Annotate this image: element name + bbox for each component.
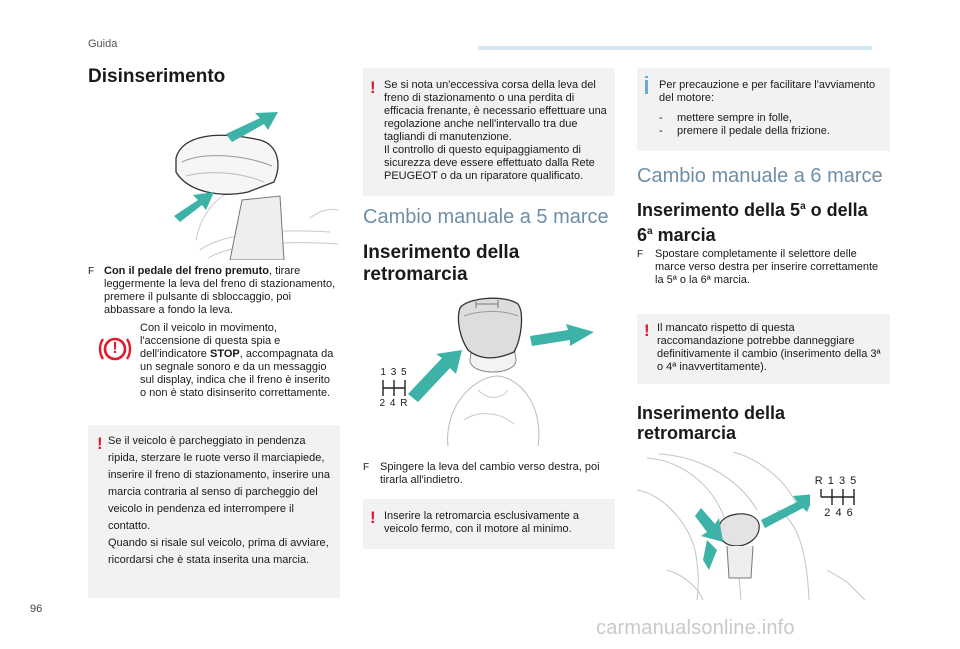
section-title-6-speed: Cambio manuale a 6 marce xyxy=(637,165,883,187)
step-reverse-5: Spingere la leva del cambio verso destra, poi tirarla all'indietro. xyxy=(380,461,600,486)
note-box-reverse: ! Inserire la retromarcia esclusivamente a veicolo fermo, con il motore al minimo. xyxy=(363,499,615,549)
gear-pattern-6-icon: R 1 3 5 2 4 6 xyxy=(810,473,862,523)
section-title-disinserimento: Disinserimento xyxy=(88,66,226,87)
step-5th-6th: Spostare completamente il selettore delle marce verso destra per inserire correttamente la 5ª o la 6ª marcia. xyxy=(655,248,879,286)
step-marker-6: F xyxy=(637,249,644,260)
subtitle-5th-6th: Inserimento della 5$^a$ o della 6$^a$ marcia xyxy=(637,200,868,245)
info-item-clutch: premere il pedale della frizione. xyxy=(677,125,830,137)
brake-warning-light-icon: ! xyxy=(98,332,132,366)
subtitle-reverse-6: Inserimento della retromarcia xyxy=(637,403,786,443)
subtitle-reverse-5: Inserimento della retromarcia xyxy=(363,242,520,285)
warning-box-adjustment: ! Se si nota un'eccessiva corsa della leva del freno di stazionamento o una perdita di efficacia frenante, è necessario effettuare una regolazione anche nell'intervallo tra due tagliandi di manutenzione. Il controllo di questo equipaggiamento di sicurezza deve essere effettuato dalla Rete PEUGEOT o da un riparatore qualificato. xyxy=(363,68,615,196)
header-bar xyxy=(478,46,872,50)
warning-box-slope: ! Se il veicolo è parcheggiato in pendenza ripida, sterzare le ruote verso il marciapiede, inserire il freno di stazionamento, inserire una marcia contraria al senso di parcheggio del veicolo in pendenza ed interrompere il contatto. Quando si risale sul veicolo, prima di avviare, ricordarsi che è stata inserita una marcia. xyxy=(88,425,340,598)
gear-pattern-5-icon: 1 3 5 2 4 R xyxy=(379,367,409,409)
watermark: carmanualsonline.info xyxy=(596,617,795,639)
handbrake-illustration xyxy=(160,100,340,260)
step-marker: F xyxy=(88,266,95,277)
step-release-handbrake: Con il pedale del freno premuto, tirare leggermente la leva del freno di stazionamento, premere il pulsante di sbloccaggio, poi abbassare a fondo la leva. xyxy=(104,265,336,316)
step-marker-5: F xyxy=(363,462,370,473)
page-number: 96 xyxy=(30,603,43,615)
brake-alert-text: Con il veicolo in movimento, l'accensione di questa spia e dell'indicatore STOP, accompagnata da un segnale sonoro e da un messaggio sul display, indica che il freno è inserito o non è stato disinserito correttamente. xyxy=(140,322,334,399)
info-box-precaution: Per precauzione e per facilitare l'avviamento del motore: - mettere sempre in folle, - premere il pedale della frizione. xyxy=(637,68,890,151)
header-section: Guida xyxy=(88,38,118,50)
info-item-neutral: mettere sempre in folle, xyxy=(677,112,792,124)
warning-box-gearbox: ! Il mancato rispetto di questa raccomandazione potrebbe danneggiare definitivamente il cambio (inserimento della 3ª o 4ª inavvertitamente). xyxy=(637,314,890,384)
info-icon xyxy=(645,80,648,94)
section-title-5-speed: Cambio manuale a 5 marce xyxy=(363,206,609,228)
